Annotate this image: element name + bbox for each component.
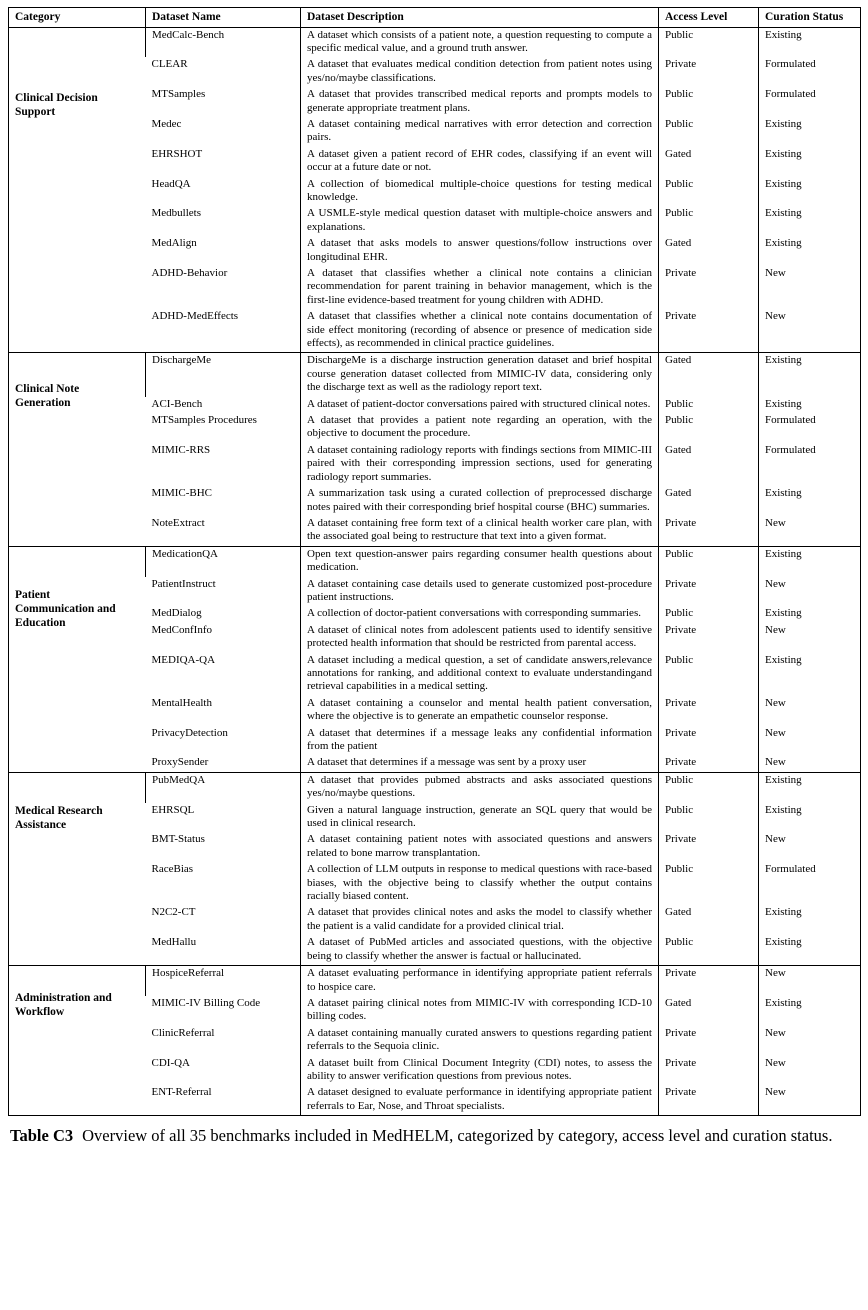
dataset-name-cell: RaceBias [151, 863, 194, 876]
access-level-cell: Private [659, 266, 759, 309]
dataset-description-cell: A collection of doctor-patient conversations with corresponding summaries. [301, 606, 659, 622]
table-header [9, 8, 861, 28]
dataset-name-cell: NoteExtract [151, 516, 205, 529]
dataset-description-cell: A dataset that asks models to answer questions/follow instructions over longitudinal EHR. [301, 236, 659, 266]
dataset-name-cell: MedConfInfo [151, 623, 212, 636]
access-level-cell: Gated [659, 443, 759, 486]
access-level-cell: Public [659, 27, 759, 57]
dataset-description-cell: A dataset given a patient record of EHR codes, classifying if an event will occur at a future date or not. [301, 147, 659, 177]
header-cell: Dataset Name [146, 8, 301, 28]
access-level-cell: Gated [659, 905, 759, 935]
dataset-description-cell: A dataset that classifies whether a clinical note contains a clinician recommendation for parent training in behavior management, which is the first-line evidence-based treatment for young children with ADHD. [301, 266, 659, 309]
access-level-cell: Private [659, 696, 759, 726]
caption-text: Overview of all 35 benchmarks included in MedHELM, categorized by category, access level and curation status. [82, 1126, 833, 1146]
dataset-description-cell: Open text question-answer pairs regarding consumer health questions about medication. [301, 546, 659, 576]
dataset-description-cell: Given a natural language instruction, generate an SQL query that would be used in clinical research. [301, 803, 659, 833]
access-level-cell: Public [659, 606, 759, 622]
dataset-row [9, 27, 861, 57]
table-caption [10, 1124, 838, 1147]
dataset-description-cell: A dataset of PubMed articles and associated questions, with the objective being to classify whether the answer is factual or hallucinated. [301, 935, 659, 965]
curation-status-cell: Existing [759, 353, 861, 397]
curation-status-cell: Existing [759, 397, 861, 413]
dataset-name-cell: ProxySender [151, 756, 209, 769]
caption-label: Table C3 [10, 1126, 74, 1146]
curation-status-cell: New [759, 755, 861, 772]
dataset-name-cell: MIMIC-BHC [151, 487, 213, 500]
access-level-cell: Private [659, 516, 759, 546]
access-level-cell: Public [659, 862, 759, 905]
curation-status-cell: New [759, 832, 861, 862]
access-level-cell: Gated [659, 147, 759, 177]
category-label: Clinical Decision Support [15, 91, 98, 118]
access-level-cell: Private [659, 832, 759, 862]
curation-status-cell: Existing [759, 996, 861, 1026]
category-section [9, 772, 861, 965]
dataset-name-cell: ClinicReferral [151, 1026, 215, 1039]
dataset-name-cell: MEDIQA-QA [151, 653, 216, 666]
curation-status-cell: Existing [759, 653, 861, 696]
dataset-name-cell: ACI-Bench [151, 397, 203, 410]
dataset-description-cell: A dataset containing medical narratives with error detection and correction pairs. [301, 117, 659, 147]
access-level-cell: Public [659, 546, 759, 576]
category-cell [9, 546, 146, 772]
curation-status-cell: Existing [759, 206, 861, 236]
dataset-name-cell: MedAlign [151, 237, 197, 250]
curation-status-cell: Existing [759, 236, 861, 266]
dataset-name-cell: ADHD-MedEffects [151, 310, 239, 323]
dataset-name-cell: MedHallu [151, 936, 197, 949]
dataset-name-cell: MedicationQA [146, 546, 301, 576]
header-cell: Curation Status [759, 8, 861, 28]
category-cell [9, 27, 146, 353]
header-cell: Dataset Description [301, 8, 659, 28]
access-level-cell: Private [659, 966, 759, 996]
access-level-cell: Private [659, 755, 759, 772]
curation-status-cell: New [759, 966, 861, 996]
dataset-name-cell: CLEAR [151, 58, 188, 71]
curation-status-cell: New [759, 266, 861, 309]
header-row [9, 8, 861, 28]
curation-status-cell: New [759, 1085, 861, 1115]
dataset-name-cell: Medec [151, 117, 182, 130]
curation-status-cell: Formulated [759, 413, 861, 443]
category-cell [9, 966, 146, 1116]
dataset-description-cell: A dataset containing patient notes with associated questions and answers related to bone marrow transplantation. [301, 832, 659, 862]
dataset-name-cell: DischargeMe [146, 353, 301, 397]
dataset-name-cell: HeadQA [151, 177, 191, 190]
curation-status-cell: Existing [759, 935, 861, 965]
dataset-name-cell: MedCalc-Bench [146, 27, 301, 57]
curation-status-cell: Existing [759, 486, 861, 516]
dataset-description-cell: A dataset that provides a patient note regarding an operation, with the objective to document the procedure. [301, 413, 659, 443]
dataset-name-cell: N2C2-CT [151, 906, 196, 919]
curation-status-cell: Formulated [759, 443, 861, 486]
dataset-description-cell: A dataset which consists of a patient note, a question requesting to compute a specific medical value, and a ground truth answer. [301, 27, 659, 57]
dataset-description-cell: A dataset pairing clinical notes from MIMIC-IV with corresponding ICD-10 billing codes. [301, 996, 659, 1026]
curation-status-cell: New [759, 726, 861, 756]
category-label: Medical Research Assistance [15, 804, 103, 831]
dataset-description-cell: A summarization task using a curated collection of preprocessed discharge notes paired with their corresponding brief hospital course (BHC) summaries. [301, 486, 659, 516]
access-level-cell: Public [659, 117, 759, 147]
dataset-description-cell: A USMLE-style medical question dataset with multiple-choice answers and explanations. [301, 206, 659, 236]
dataset-row [9, 546, 861, 576]
access-level-cell: Gated [659, 996, 759, 1026]
category-label: Patient Communication and Education [15, 588, 116, 629]
dataset-row [9, 966, 861, 996]
access-level-cell: Gated [659, 353, 759, 397]
dataset-description-cell: A dataset that evaluates medical condition detection from patient notes using yes/no/maybe classifications. [301, 57, 659, 87]
dataset-description-cell: A collection of biomedical multiple-choice questions for testing medical knowledge. [301, 177, 659, 207]
curation-status-cell: New [759, 1026, 861, 1056]
category-label: Administration and Workflow [15, 992, 112, 1019]
dataset-description-cell: A dataset containing manually curated answers to questions regarding patient referrals to the Sequoia clinic. [301, 1026, 659, 1056]
benchmarks-table [8, 7, 861, 1116]
category-section [9, 353, 861, 546]
category-section [9, 546, 861, 772]
dataset-description-cell: A dataset designed to evaluate performance in identifying appropriate patient referrals to Ear, Nose, and Throat specialists. [301, 1085, 659, 1115]
dataset-name-cell: PrivacyDetection [151, 726, 228, 739]
dataset-name-cell: EHRSQL [151, 803, 195, 816]
access-level-cell: Public [659, 177, 759, 207]
dataset-description-cell: A dataset built from Clinical Document Integrity (CDI) notes, to assess the ability to answer verification questions from previous notes. [301, 1056, 659, 1086]
dataset-description-cell: A dataset evaluating performance in identifying appropriate patient referrals to hospice care. [301, 966, 659, 996]
access-level-cell: Private [659, 1026, 759, 1056]
dataset-row [9, 353, 861, 397]
category-label: Clinical Note Generation [15, 383, 80, 410]
dataset-description-cell: DischargeMe is a discharge instruction generation dataset and brief hospital course generation dataset collected from MIMIC-IV data, considering only the discharge text as well as the radiology report text. [301, 353, 659, 397]
dataset-description-cell: A collection of LLM outputs in response to medical questions with race-based biases, with the objective being to classify whether the output contains racially biased content. [301, 862, 659, 905]
dataset-description-cell: A dataset that provides pubmed abstracts and asks associated questions yes/no/maybe questions. [301, 772, 659, 802]
dataset-name-cell: ENT-Referral [151, 1086, 212, 1099]
access-level-cell: Private [659, 623, 759, 653]
category-section [9, 27, 861, 353]
access-level-cell: Public [659, 935, 759, 965]
curation-status-cell: Existing [759, 117, 861, 147]
access-level-cell: Public [659, 653, 759, 696]
dataset-description-cell: A dataset that determines if a message was sent by a proxy user [301, 755, 659, 772]
curation-status-cell: Formulated [759, 862, 861, 905]
dataset-name-cell: CDI-QA [151, 1056, 190, 1069]
dataset-description-cell: A dataset containing free form text of a clinical health worker care plan, with the associated goal being to restructure that text into a given format. [301, 516, 659, 546]
dataset-description-cell: A dataset of patient-doctor conversations paired with structured clinical notes. [301, 397, 659, 413]
curation-status-cell: New [759, 516, 861, 546]
access-level-cell: Public [659, 206, 759, 236]
curation-status-cell: New [759, 623, 861, 653]
curation-status-cell: Existing [759, 606, 861, 622]
dataset-description-cell: A dataset that classifies whether a clinical note contains documentation of side effect monitoring (recording of absence or presence of medication side effects), as recommended in clinical practice guidelines. [301, 309, 659, 353]
dataset-description-cell: A dataset containing radiology reports with findings sections from MIMIC-III paired with their corresponding impression sections, used for generating radiology report summaries. [301, 443, 659, 486]
access-level-cell: Private [659, 309, 759, 353]
dataset-name-cell: MTSamples [151, 88, 206, 101]
access-level-cell: Private [659, 1085, 759, 1115]
curation-status-cell: Existing [759, 546, 861, 576]
curation-status-cell: Existing [759, 147, 861, 177]
curation-status-cell: Formulated [759, 57, 861, 87]
access-level-cell: Public [659, 87, 759, 117]
dataset-description-cell: A dataset of clinical notes from adolescent patients used to identify sensitive protected health information that should be restricted from parental access. [301, 623, 659, 653]
dataset-name-cell: Medbullets [151, 207, 201, 220]
access-level-cell: Private [659, 57, 759, 87]
access-level-cell: Private [659, 726, 759, 756]
category-section [9, 966, 861, 1116]
category-cell [9, 353, 146, 546]
dataset-name-cell: MIMIC-RRS [151, 443, 211, 456]
dataset-name-cell: PubMedQA [146, 772, 301, 802]
dataset-description-cell: A dataset that provides transcribed medical reports and prompts models to generate appropriate treatment plans. [301, 87, 659, 117]
dataset-description-cell: A dataset including a medical question, a set of candidate answers,relevance annotations for ranking, and additional context to evaluate understandingand retrieval capabilities in a medical setting. [301, 653, 659, 696]
access-level-cell: Public [659, 803, 759, 833]
access-level-cell: Private [659, 1056, 759, 1086]
dataset-name-cell: ADHD-Behavior [151, 267, 228, 279]
dataset-description-cell: A dataset that provides clinical notes and asks the model to classify whether the patient is a valid candidate for a provided clinical trial. [301, 905, 659, 935]
dataset-name-cell: MedDialog [151, 607, 202, 620]
dataset-name-cell: EHRSHOT [151, 147, 203, 160]
curation-status-cell: Existing [759, 27, 861, 57]
dataset-name-cell: PatientInstruct [151, 577, 216, 590]
access-level-cell: Public [659, 772, 759, 802]
dataset-name-cell: MTSamples Procedures [151, 414, 257, 427]
curation-status-cell: Existing [759, 772, 861, 802]
header-cell: Access Level [659, 8, 759, 28]
dataset-description-cell: A dataset that determines if a message leaks any confidential information from the patient [301, 726, 659, 756]
dataset-name-cell: BMT-Status [151, 833, 205, 846]
dataset-description-cell: A dataset containing a counselor and mental health patient conversation, where the objective is to generate an empathetic counselor response. [301, 696, 659, 726]
dataset-name-cell: MIMIC-IV Billing Code [151, 996, 261, 1009]
curation-status-cell: Existing [759, 905, 861, 935]
dataset-name-cell: HospiceReferral [146, 966, 301, 996]
access-level-cell: Public [659, 397, 759, 413]
category-cell [9, 772, 146, 965]
curation-status-cell: New [759, 309, 861, 353]
access-level-cell: Public [659, 413, 759, 443]
curation-status-cell: Existing [759, 177, 861, 207]
dataset-row [9, 772, 861, 802]
access-level-cell: Gated [659, 236, 759, 266]
access-level-cell: Private [659, 577, 759, 607]
curation-status-cell: New [759, 1056, 861, 1086]
access-level-cell: Gated [659, 486, 759, 516]
dataset-name-cell: MentalHealth [151, 696, 212, 709]
curation-status-cell: Formulated [759, 87, 861, 117]
curation-status-cell: New [759, 696, 861, 726]
header-cell: Category [15, 11, 61, 23]
curation-status-cell: New [759, 577, 861, 607]
curation-status-cell: Existing [759, 803, 861, 833]
dataset-description-cell: A dataset containing case details used to generate customized post-procedure patient instructions. [301, 577, 659, 607]
